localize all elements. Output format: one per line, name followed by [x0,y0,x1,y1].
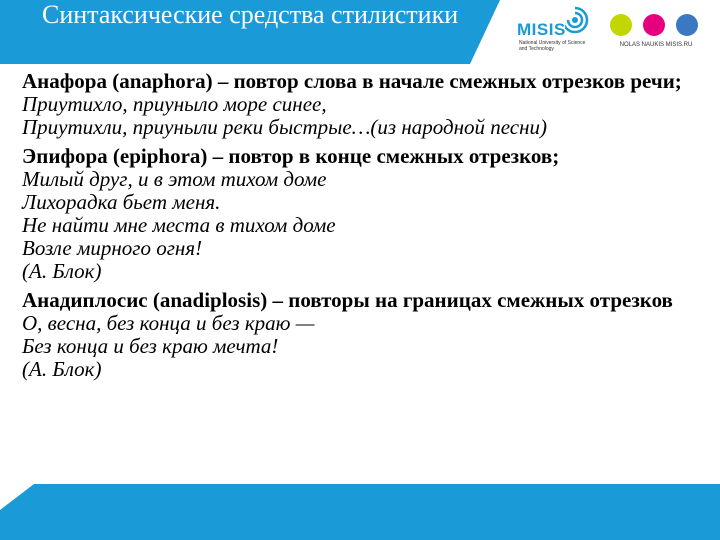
pink-dot-icon [643,14,665,36]
example-line: Не найти мне места в тихом доме [22,213,336,237]
example-line: (А. Блок) [22,357,102,381]
section-anadiplosis [22,289,702,381]
section-epiphora [22,145,702,283]
partner-logo [606,14,706,60]
example-line: Приутихли, приуныли реки быстрые…(из народной песни) [22,115,548,139]
example-line: (А. Блок) [22,259,102,283]
misis-logo-text: MISIS [517,20,566,39]
section-heading: Анафора (anaphora) – повтор слова в начале смежных отрезков речи; [22,69,682,93]
footer-bar [0,484,720,540]
example-line: Без конца и без краю мечта! [22,334,279,358]
green-dot-icon [610,14,632,36]
example-line: Милый друг, и в этом тихом доме [22,167,327,191]
section-heading: Эпифора (epiphora) – повтор в конце смежных отрезков; [22,144,560,168]
partner-logo-caption: NOLAS NAUKIS MISIS.RU [619,42,693,48]
section-anaphora [22,70,702,139]
example-line: Возле мирного огня! [22,236,203,260]
misis-logo-subtitle: National University of Science and Technology [519,40,586,52]
slide-title: Синтаксические средства стилистики [42,0,459,29]
slide-content [22,70,702,387]
example-line: О, весна, без конца и без краю — [22,311,315,335]
example-line: Лихорадка бьет меня. [22,190,221,214]
misis-arcs-icon [565,6,593,36]
example-line: Приутихло, приуныло море синее, [22,92,327,116]
section-heading: Анадиплосис (anadiplosis) – повторы на границах смежных отрезков [22,288,673,312]
misis-logo [517,6,597,58]
blue-dot-icon [676,14,698,36]
